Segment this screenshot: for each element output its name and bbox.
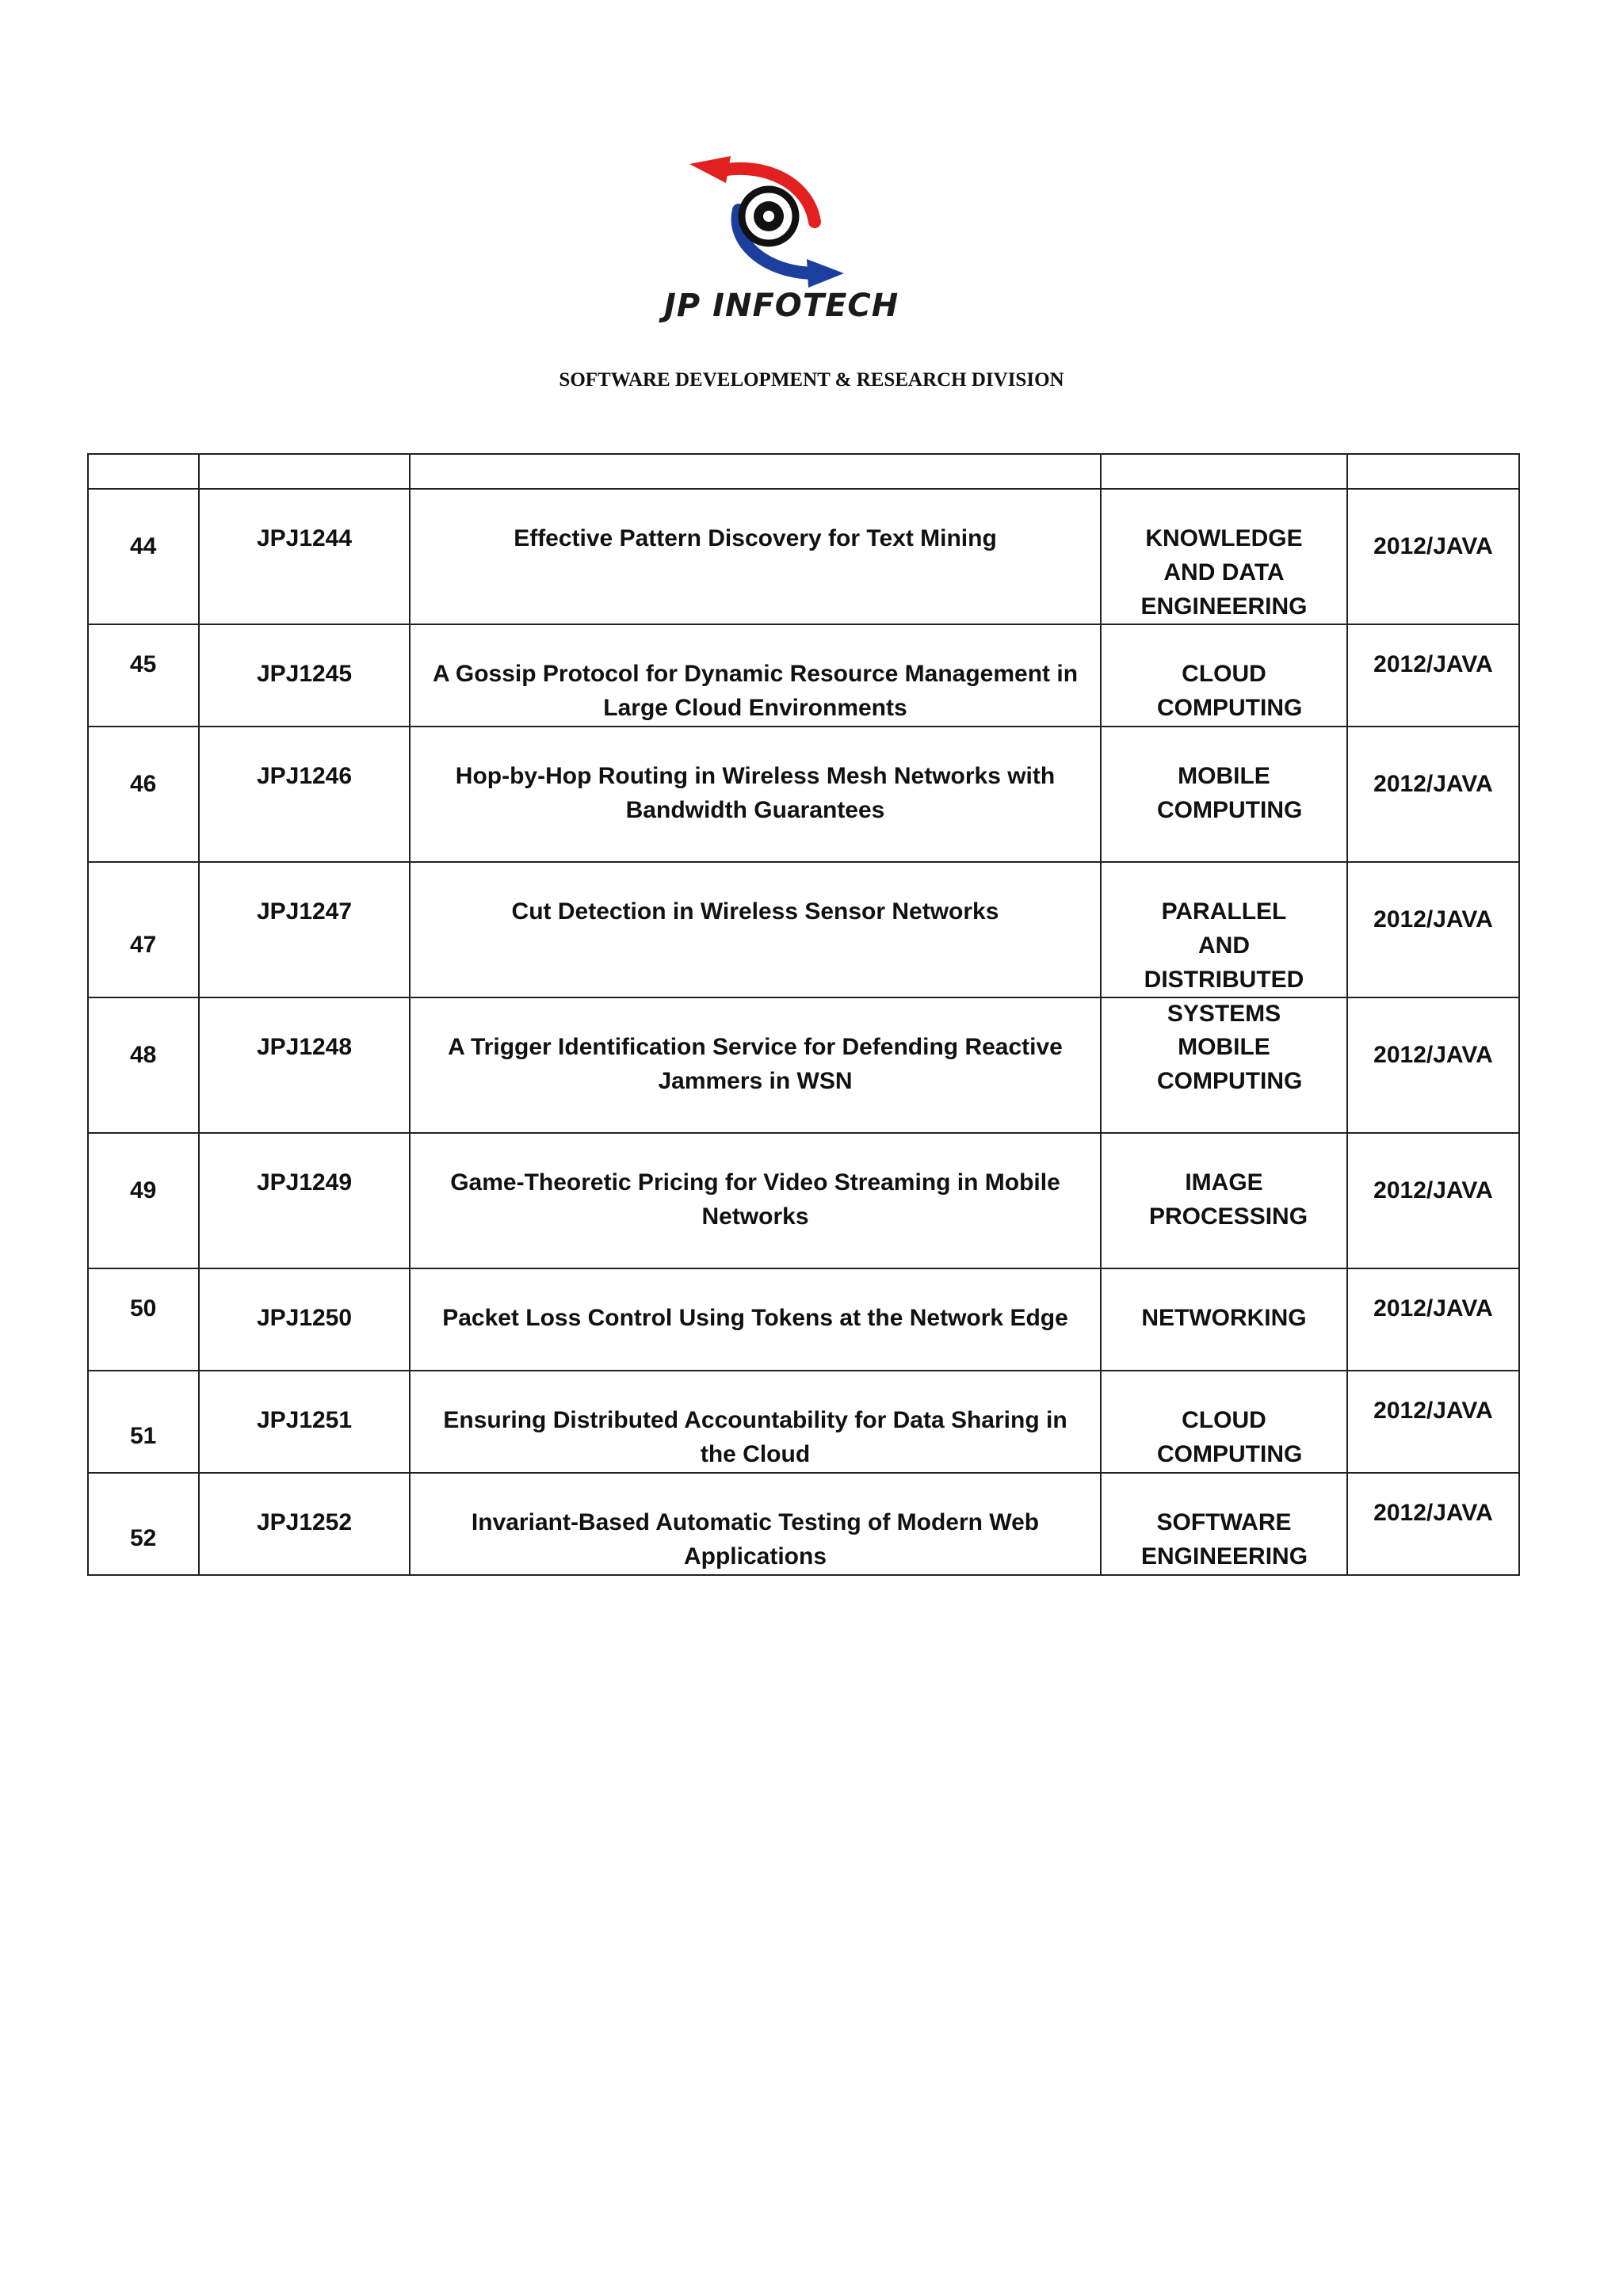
code-cell xyxy=(199,1133,410,1268)
title-cell xyxy=(410,1268,1101,1371)
project-domain: MOBILE COMPUTING xyxy=(1157,763,1303,823)
serial-cell xyxy=(88,1371,199,1473)
serial-number: 45 xyxy=(130,651,157,677)
table-row xyxy=(88,1473,1519,1575)
year-cell xyxy=(1347,862,1519,997)
project-title: Game-Theoretic Pricing for Video Streaming in Mobile Networks xyxy=(450,1169,1060,1230)
project-domain: SOFTWARE ENGINEERING xyxy=(1141,1509,1308,1569)
domain-cell xyxy=(1101,1371,1347,1473)
domain-cell xyxy=(1101,489,1347,624)
year-cell xyxy=(1347,997,1519,1133)
code-cell xyxy=(199,997,410,1133)
serial-number: 51 xyxy=(130,1423,157,1449)
project-code: JPJ1246 xyxy=(256,763,353,789)
project-year: 2012/JAVA xyxy=(1373,906,1493,933)
code-cell xyxy=(199,489,410,624)
project-domain: CLOUD COMPUTING xyxy=(1157,1407,1303,1467)
serial-number: 44 xyxy=(130,533,157,559)
project-code: JPJ1250 xyxy=(256,1305,353,1331)
project-code: JPJ1251 xyxy=(256,1407,353,1433)
serial-number: 52 xyxy=(130,1525,157,1551)
serial-number: 46 xyxy=(130,771,157,797)
project-title: Packet Loss Control Using Tokens at the Network Edge xyxy=(442,1305,1068,1331)
year-cell xyxy=(1347,1371,1519,1473)
logo-text: JP INFOTECH xyxy=(664,288,899,324)
year-cell xyxy=(1347,489,1519,624)
year-cell xyxy=(1347,727,1519,862)
company-logo xyxy=(658,154,899,337)
project-domain: KNOWLEDGE AND DATA ENGINEERING xyxy=(1140,525,1308,620)
project-domain: MOBILE COMPUTING xyxy=(1157,1034,1303,1094)
project-title: A Gossip Protocol for Dynamic Resource Management in Large Cloud Environments xyxy=(432,661,1079,721)
table-row xyxy=(88,624,1519,727)
code-cell xyxy=(199,1268,410,1371)
year-cell xyxy=(1347,1268,1519,1371)
code-cell xyxy=(199,727,410,862)
project-year: 2012/JAVA xyxy=(1373,1177,1493,1203)
serial-cell xyxy=(88,624,199,727)
title-cell xyxy=(410,624,1101,727)
title-cell xyxy=(410,489,1101,624)
title-cell xyxy=(410,727,1101,862)
title-cell xyxy=(410,862,1101,997)
project-title: Hop-by-Hop Routing in Wireless Mesh Networks with Bandwidth Guarantees xyxy=(455,763,1056,823)
project-year: 2012/JAVA xyxy=(1373,1295,1493,1322)
project-title: Effective Pattern Discovery for Text Mining xyxy=(514,525,997,551)
header-cell xyxy=(199,454,410,489)
serial-number: 49 xyxy=(130,1177,157,1203)
project-code: JPJ1247 xyxy=(256,898,353,925)
table-header-row xyxy=(88,454,1519,489)
project-year: 2012/JAVA xyxy=(1373,1398,1493,1424)
serial-cell xyxy=(88,862,199,997)
domain-cell xyxy=(1101,624,1347,727)
domain-cell xyxy=(1101,1133,1347,1268)
table-row xyxy=(88,727,1519,862)
project-code: JPJ1245 xyxy=(256,661,353,687)
project-domain: NETWORKING xyxy=(1141,1305,1307,1331)
project-year: 2012/JAVA xyxy=(1373,1500,1493,1526)
project-year: 2012/JAVA xyxy=(1373,771,1493,797)
projects-table xyxy=(87,453,1520,1576)
domain-cell xyxy=(1101,997,1347,1133)
project-year: 2012/JAVA xyxy=(1373,1042,1493,1068)
table-row xyxy=(88,1133,1519,1268)
title-cell xyxy=(410,997,1101,1133)
project-year: 2012/JAVA xyxy=(1373,533,1493,559)
code-cell xyxy=(199,1473,410,1575)
header-cell xyxy=(1347,454,1519,489)
eye-swirl-logo-icon xyxy=(689,154,864,289)
project-title: Ensuring Distributed Accountability for Data Sharing in the Cloud xyxy=(443,1407,1067,1467)
project-domain: CLOUD COMPUTING xyxy=(1157,661,1303,721)
project-code: JPJ1252 xyxy=(256,1509,353,1535)
table-row xyxy=(88,1268,1519,1371)
title-cell xyxy=(410,1133,1101,1268)
domain-cell xyxy=(1101,1473,1347,1575)
project-title: Invariant-Based Automatic Testing of Modern Web Applications xyxy=(471,1509,1040,1569)
serial-number: 47 xyxy=(130,932,157,958)
header-cell xyxy=(88,454,199,489)
code-cell xyxy=(199,624,410,727)
serial-cell xyxy=(88,1268,199,1371)
serial-number: 48 xyxy=(130,1042,157,1068)
table-row xyxy=(88,489,1519,624)
code-cell xyxy=(199,1371,410,1473)
header-cell xyxy=(410,454,1101,489)
project-domain: PARALLEL AND DISTRIBUTED SYSTEMS xyxy=(1144,898,1304,1027)
domain-cell xyxy=(1101,1268,1347,1371)
year-cell xyxy=(1347,624,1519,727)
serial-cell xyxy=(88,1133,199,1268)
serial-cell xyxy=(88,1473,199,1575)
project-code: JPJ1249 xyxy=(256,1169,353,1196)
serial-cell xyxy=(88,997,199,1133)
project-domain: IMAGE PROCESSING xyxy=(1149,1169,1308,1230)
code-cell xyxy=(199,862,410,997)
year-cell xyxy=(1347,1473,1519,1575)
serial-cell xyxy=(88,489,199,624)
domain-cell xyxy=(1101,727,1347,862)
domain-cell xyxy=(1101,862,1347,1027)
project-year: 2012/JAVA xyxy=(1373,651,1493,677)
project-code: JPJ1248 xyxy=(256,1034,353,1060)
title-cell xyxy=(410,1473,1101,1575)
table-row xyxy=(88,862,1519,997)
serial-number: 50 xyxy=(130,1295,157,1322)
header-cell xyxy=(1101,454,1347,489)
table-row xyxy=(88,1371,1519,1473)
year-cell xyxy=(1347,1133,1519,1268)
project-title: Cut Detection in Wireless Sensor Networks xyxy=(511,898,999,925)
title-cell xyxy=(410,1371,1101,1473)
table-row xyxy=(88,997,1519,1133)
project-title: A Trigger Identification Service for Defending Reactive Jammers in WSN xyxy=(448,1034,1063,1094)
project-code: JPJ1244 xyxy=(256,525,353,551)
division-title: SOFTWARE DEVELOPMENT & RESEARCH DIVISION xyxy=(559,369,1064,391)
serial-cell xyxy=(88,727,199,862)
